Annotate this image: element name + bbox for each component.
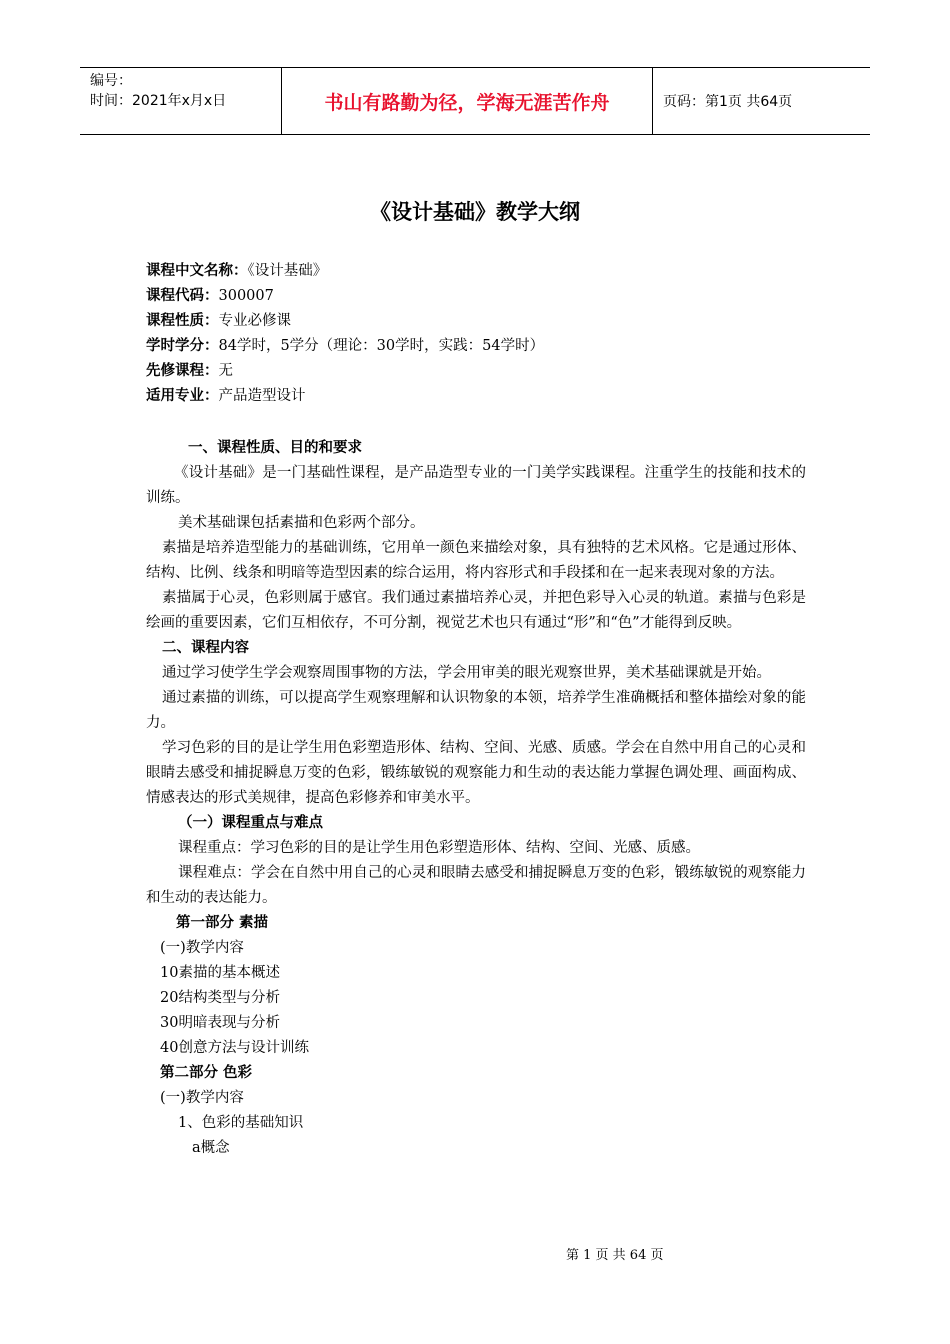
part1-item: 30明暗表现与分析 <box>160 1015 280 1031</box>
section1-paragraph-2: 美术基础课包括素描和色彩两个部分。 <box>178 515 425 531</box>
part1-heading: 第一部分 素描 <box>176 915 269 931</box>
part1-item: 10素描的基本概述 <box>160 965 280 981</box>
section1-paragraph-4: 素描属于心灵，色彩则属于感官。我们通过素描培养心灵，并把色彩导入心灵的轨道。素描与色彩是绘画的重要因素，它们互相依存，不可分割，视觉艺术也只有通过“形”和“色”才能得到反映。 <box>146 590 806 631</box>
section2-paragraph-3: 学习色彩的目的是让学生用色彩塑造形体、结构、空间、光感、质感。学会在自然中用自己的心灵和眼睛去感受和捕捉瞬息万变的色彩，锻练敏锐的观察能力和生动的表达能力掌握色调处理、画面构成、情感表达的形式美规律，提高色彩修养和审美水平。 <box>146 740 806 806</box>
part2-item-1: 1、色彩的基础知识 <box>178 1115 304 1131</box>
part1-item: 40创意方法与设计训练 <box>160 1040 309 1056</box>
page-header <box>80 67 870 135</box>
key-difficult-heading: （一）课程重点与难点 <box>178 815 323 831</box>
header-motto: 书山有路勤为径，学海无涯苦作舟 <box>281 68 653 134</box>
section1-paragraph-1: 《设计基础》是一门基础性课程，是产品造型专业的一门美学实践课程。注重学生的技能和技术的训练。 <box>146 465 806 506</box>
part2-heading: 第二部分 色彩 <box>160 1065 253 1081</box>
part1-content-label: (一)教学内容 <box>160 940 244 956</box>
info-prerequisite: 先修课程：无 <box>146 363 233 379</box>
part2-item-1a: a概念 <box>192 1140 230 1156</box>
info-course-name: 课程中文名称：《设计基础》 <box>146 263 328 279</box>
key-point-text: 课程重点：学习色彩的目的是让学生用色彩塑造形体、结构、空间、光感、质感。 <box>178 840 700 856</box>
info-course-nature: 课程性质：专业必修课 <box>146 313 291 329</box>
section2-paragraph-2: 通过素描的训练，可以提高学生观察理解和认识物象的本领，培养学生准确概括和整体描绘对象的能力。 <box>146 690 806 731</box>
section2-heading: 二、课程内容 <box>162 640 249 656</box>
section1-paragraph-3: 素描是培养造型能力的基础训练，它用单一颜色来描绘对象，具有独特的艺术风格。它是通过形体、结构、比例、线条和明暗等造型因素的综合运用，将内容形式和手段揉和在一起来表现对象的方法。 <box>146 540 806 581</box>
info-applicable-major: 适用专业：产品造型设计 <box>146 388 306 404</box>
info-course-code: 课程代码：300007 <box>146 288 274 304</box>
number-label: 编号： <box>90 73 132 89</box>
header-page-label: 页码：第1页 共64页 <box>663 94 793 110</box>
section1-heading: 一、课程性质、目的和要求 <box>188 440 362 456</box>
document-title: 《设计基础》教学大纲 <box>370 200 580 224</box>
difficult-point-text: 课程难点：学会在自然中用自己的心灵和眼睛去感受和捕捉瞬息万变的色彩，锻练敏锐的观察能力和生动的表达能力。 <box>146 865 806 906</box>
spacer <box>146 409 806 436</box>
page-footer: 第 1 页 共 64 页 <box>566 1248 664 1263</box>
part2-content-label: (一)教学内容 <box>160 1090 244 1106</box>
info-hours-credits: 学时学分：84学时，5学分（理论：30学时，实践：54学时） <box>146 338 545 354</box>
section2-paragraph-1: 通过学习使学生学会观察周围事物的方法，学会用审美的眼光观察世界，美术基础课就是开始。 <box>162 665 771 681</box>
date-label: 时间：2021年x月x日 <box>90 93 227 109</box>
header-meta <box>80 68 281 134</box>
document-body <box>146 259 806 1161</box>
part1-item: 20结构类型与分析 <box>160 990 280 1006</box>
